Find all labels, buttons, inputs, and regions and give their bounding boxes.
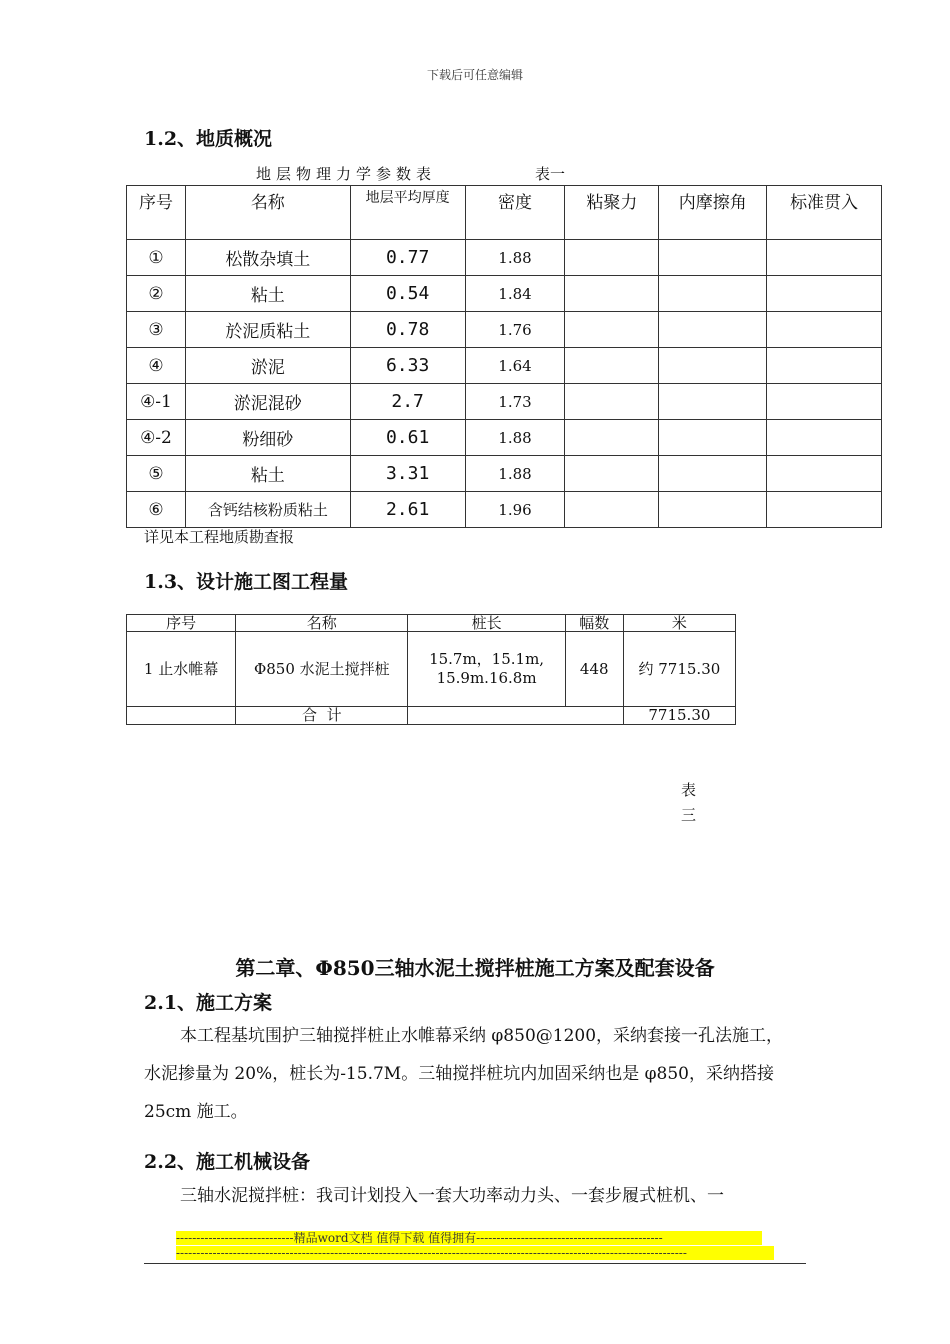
cell-name: 淤泥 [185, 348, 350, 384]
table-3-label-line-1: 表 [681, 781, 697, 799]
cell-friction-angle [659, 420, 767, 456]
cell-friction-angle [659, 312, 767, 348]
geo-table-header-row [127, 186, 882, 240]
header-cell: 桩长 [408, 615, 565, 632]
cell-name: Φ850 水泥土搅拌桩 [236, 632, 408, 707]
header-cell: 标准贯入 [767, 186, 882, 240]
paragraph-line: 25cm 施工。 [144, 1102, 248, 1122]
cell-friction-angle [659, 240, 767, 276]
cell-spt [767, 492, 882, 528]
total-row [127, 707, 736, 725]
cell-name: 松散杂填土 [185, 240, 350, 276]
paragraph-line: 三轴水泥搅拌桩：我司计划投入一套大功率动力头、一套步履式桩机、一 [180, 1186, 724, 1206]
paragraph-line: 水泥掺量为 20%，桩长为-15.7M。三轴搅拌桩坑内加固采纳也是 φ850，采纳搭接 [144, 1064, 774, 1084]
cell-no: ⑤ [127, 456, 186, 492]
cell-name: 淤泥混砂 [185, 384, 350, 420]
geo-table-caption: 地层物理力学参数表 [256, 165, 437, 183]
header-cell: 地层平均厚度 [350, 186, 465, 240]
cell-thickness: 3.31 [350, 456, 465, 492]
cell-friction-angle [659, 348, 767, 384]
cell-thickness: 2.7 [350, 384, 465, 420]
section-2-2-paragraph [144, 1177, 864, 1215]
chapter-2-title: 第二章、Φ850三轴水泥土搅拌桩施工方案及配套设备 [235, 956, 715, 980]
header-cell: 名称 [185, 186, 350, 240]
geo-table-caption-id: 表一 [535, 165, 566, 183]
cell-no: ② [127, 276, 186, 312]
quantity-table [126, 614, 736, 725]
total-value: 7715.30 [623, 707, 735, 725]
cell-cohesion [565, 276, 659, 312]
section-2-2-title: 2.2、施工机械设备 [144, 1151, 311, 1173]
cell-spt [767, 384, 882, 420]
cell-cohesion [565, 492, 659, 528]
cell-spt [767, 456, 882, 492]
cell-name: 粘土 [185, 276, 350, 312]
cell-no: ④-1 [127, 384, 186, 420]
cell-no: ④-2 [127, 420, 186, 456]
cell-name: 含钙结核粉质粘土 [185, 492, 350, 528]
table-row [127, 384, 882, 420]
cell-thickness: 6.33 [350, 348, 465, 384]
cell-thickness: 0.61 [350, 420, 465, 456]
table-3-label-line-2: 三 [681, 806, 697, 824]
cell-cohesion [565, 348, 659, 384]
header-cell: 名称 [236, 615, 408, 632]
cell-name: 粉细砂 [185, 420, 350, 456]
geo-parameter-table [126, 185, 882, 528]
cell-spt [767, 312, 882, 348]
cell-meters: 约 7715.30 [623, 632, 735, 707]
cell-spt [767, 240, 882, 276]
cell-density: 1.64 [465, 348, 565, 384]
cell-cohesion [565, 384, 659, 420]
total-label: 合 计 [236, 707, 408, 725]
cell-no: ④ [127, 348, 186, 384]
cell-density: 1.84 [465, 276, 565, 312]
geo-table-note: 详见本工程地质勘查报 [144, 528, 295, 546]
table-row [127, 632, 736, 707]
cell-no: ⑥ [127, 492, 186, 528]
header-cell: 米 [623, 615, 735, 632]
header-cell: 内摩擦角 [659, 186, 767, 240]
table-row [127, 348, 882, 384]
footer-banner-line-2: ------------------------------------------------------------------------------------------------------------------------------ [176, 1246, 774, 1260]
table-row [127, 276, 882, 312]
header-cell: 幅数 [565, 615, 623, 632]
header-cell: 序号 [127, 615, 236, 632]
cell-density: 1.88 [465, 456, 565, 492]
cell-no: ③ [127, 312, 186, 348]
cell-spt [767, 420, 882, 456]
cell-density: 1.73 [465, 384, 565, 420]
cell-empty [127, 707, 236, 725]
cell-count: 448 [565, 632, 623, 707]
header-cell: 序号 [127, 186, 186, 240]
footer-divider [144, 1263, 806, 1264]
cell-cohesion [565, 420, 659, 456]
cell-thickness: 0.78 [350, 312, 465, 348]
cell-pile-length [408, 632, 565, 707]
cell-cohesion [565, 456, 659, 492]
header-note: 下载后可任意编辑 [426, 68, 523, 82]
cell-density: 1.76 [465, 312, 565, 348]
cell-thickness: 2.61 [350, 492, 465, 528]
cell-empty [408, 707, 623, 725]
cell-friction-angle [659, 384, 767, 420]
section-1-3-title: 1.3、设计施工图工程量 [144, 571, 349, 593]
cell-friction-angle [659, 456, 767, 492]
cell-name: 粘土 [185, 456, 350, 492]
pile-length-line-1: 15.7m，15.1m, [429, 650, 545, 668]
cell-friction-angle [659, 492, 767, 528]
section-2-1-paragraph [144, 1017, 864, 1131]
footer-banner-line-1: -----------------------------精品word文档 值得下载 值得拥有---------------------------------------------- [176, 1231, 762, 1245]
cell-name: 於泥质粘土 [185, 312, 350, 348]
cell-thickness: 0.54 [350, 276, 465, 312]
cell-thickness: 0.77 [350, 240, 465, 276]
table-row [127, 492, 882, 528]
header-cell: 密度 [465, 186, 565, 240]
paragraph-line: 本工程基坑围护三轴搅拌桩止水帷幕采纳 φ850@1200，采纳套接一孔法施工， [180, 1026, 784, 1046]
cell-no: 1 止水帷幕 [127, 632, 236, 707]
cell-spt [767, 276, 882, 312]
pile-length-line-2: 15.9m.16.8m [436, 669, 537, 687]
section-2-1-title: 2.1、施工方案 [144, 992, 273, 1014]
cell-no: ① [127, 240, 186, 276]
table-row [127, 456, 882, 492]
table-row [127, 312, 882, 348]
cell-density: 1.88 [465, 240, 565, 276]
quantity-table-header-row [127, 615, 736, 632]
table-row [127, 240, 882, 276]
cell-density: 1.96 [465, 492, 565, 528]
header-cell: 粘聚力 [565, 186, 659, 240]
cell-friction-angle [659, 276, 767, 312]
table-row [127, 420, 882, 456]
cell-cohesion [565, 240, 659, 276]
cell-spt [767, 348, 882, 384]
section-1-2-title: 1.2、地质概况 [144, 128, 273, 150]
cell-cohesion [565, 312, 659, 348]
cell-density: 1.88 [465, 420, 565, 456]
